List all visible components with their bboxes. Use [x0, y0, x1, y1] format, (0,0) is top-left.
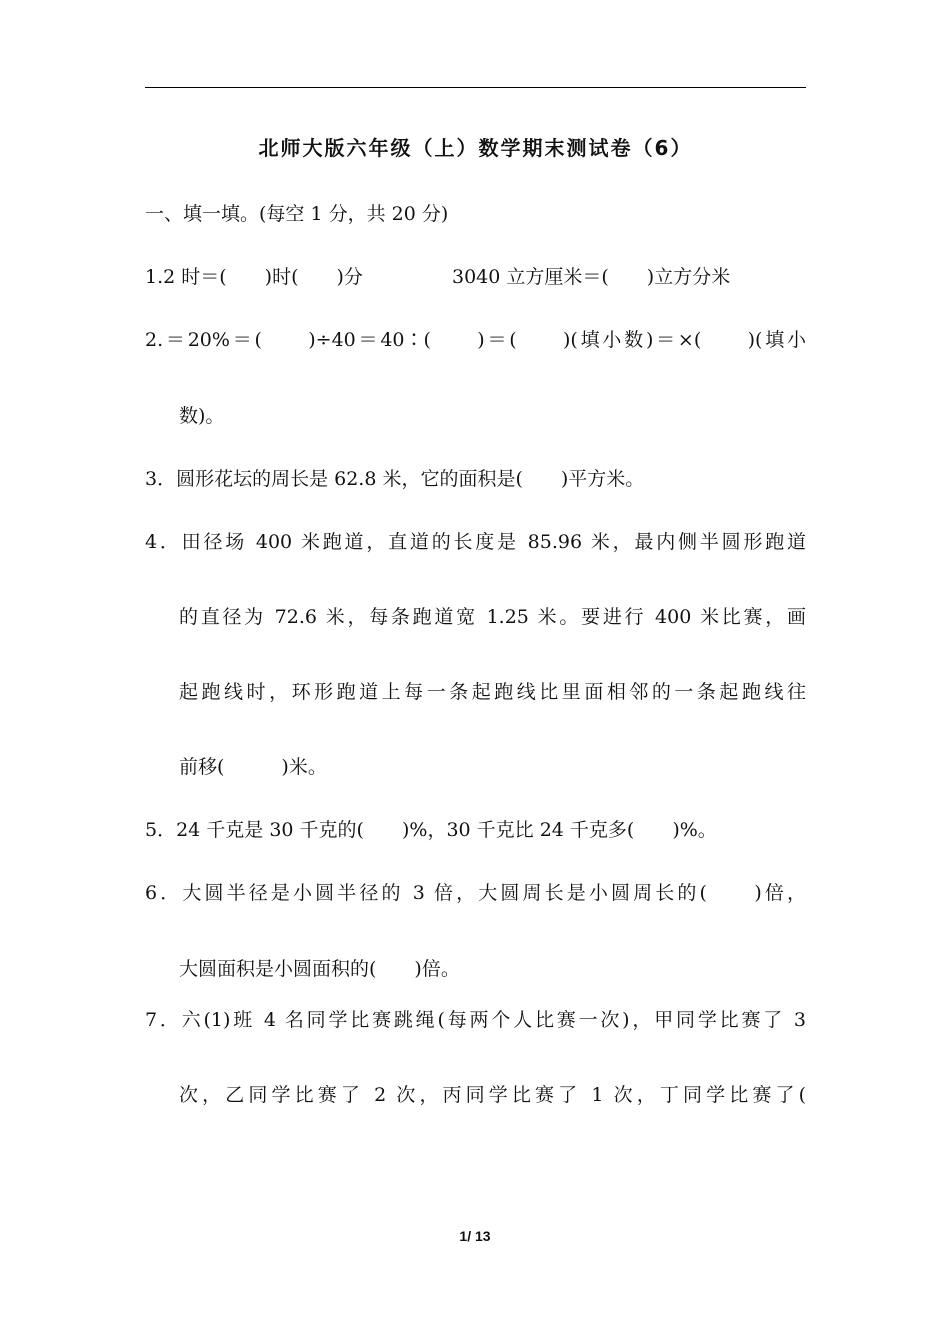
- question-3: 3．圆形花坛的周长是 62.8 米，它的面积是( )平方米。: [145, 468, 645, 490]
- question-5: 5．24 千克是 30 千克的( )%，30 千克比 24 千克多( )%。: [145, 819, 717, 841]
- page-number: 1/ 13: [459, 1228, 491, 1244]
- question-2-line1: 2.＝20%＝( )÷40＝40∶( )＝( )(填小数)＝×( )(填小: [145, 329, 806, 351]
- question-6-line2: 大圆面积是小圆面积的( )倍。: [179, 958, 460, 980]
- question-4-line4: 前移( )米。: [179, 756, 327, 778]
- section-heading: 一、填一填。(每空 1 分，共 20 分): [145, 203, 449, 225]
- header-rule: [145, 87, 806, 88]
- question-1a: 1.2 时＝( )时( )分: [145, 266, 363, 288]
- question-4-line3: 起跑线时，环形跑道上每一条起跑线比里面相邻的一条起跑线往: [179, 681, 806, 703]
- question-4-line1: 4．田径场 400 米跑道，直道的长度是 85.96 米，最内侧半圆形跑道: [145, 531, 806, 553]
- document-title: 北师大版六年级（上）数学期末测试卷（6）: [258, 136, 693, 160]
- question-7-line1: 7．六(1)班 4 名同学比赛跳绳(每两个人比赛一次)，甲同学比赛了 3: [145, 1009, 806, 1031]
- question-7-line2: 次，乙同学比赛了 2 次，丙同学比赛了 1 次，丁同学比赛了(: [179, 1084, 806, 1106]
- question-1b: 3040 立方厘米＝( )立方分米: [452, 266, 731, 288]
- question-4-line2: 的直径为 72.6 米，每条跑道宽 1.25 米。要进行 400 米比赛，画: [179, 606, 806, 628]
- question-2-line2: 数)。: [179, 405, 225, 427]
- question-6-line1: 6．大圆半径是小圆半径的 3 倍，大圆周长是小圆周长的( )倍，: [145, 882, 806, 904]
